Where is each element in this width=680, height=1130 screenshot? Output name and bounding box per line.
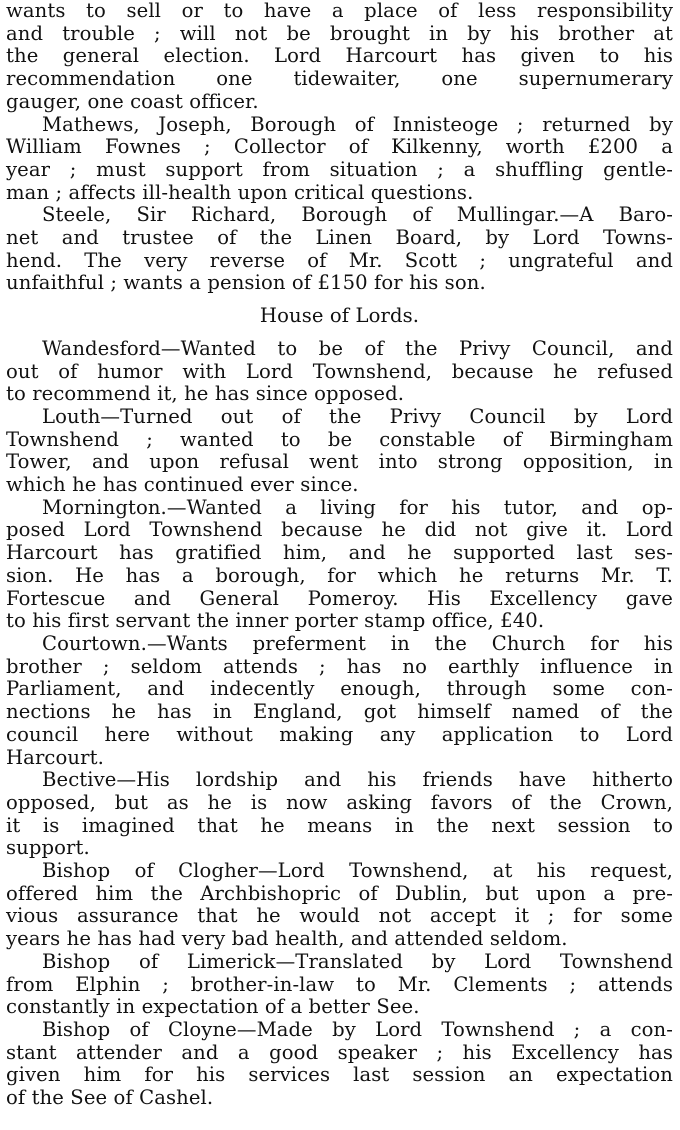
text-line: man ; affects ill-health upon critical questions. [6, 180, 474, 204]
text-line: William Fownes ; Collector of Kilkenny, worth £200 a [6, 135, 673, 159]
text-line: year ; must support from situation ; a shuffling gentle- [6, 157, 673, 181]
text-line: offered him the Archbishopric of Dublin, but upon a pre- [6, 881, 673, 905]
text-line: of the See of Cashel. [6, 1086, 214, 1110]
text-line: the general election. Lord Harcourt has given to his [6, 44, 673, 68]
text-line: and trouble ; will not be brought in by his brother at [6, 21, 673, 45]
text-line: unfaithful ; wants a pension of £150 for his son. [6, 271, 486, 295]
text-line: constantly in expectation of a better See. [6, 995, 420, 1019]
text-line: Tower, and upon refusal went into strong opposition, in [6, 450, 673, 474]
text-line: vious assurance that he would not accept it ; for some [6, 904, 673, 928]
text-line: Mornington.—Wanted a living for his tutor, and op- [42, 495, 673, 519]
text-line: which he has continued ever since. [6, 473, 359, 497]
text-line: Parliament, and indecently enough, through some con- [6, 677, 673, 701]
text-line: Harcourt. [6, 745, 104, 769]
text-line: to his first servant the inner porter stamp office, £40. [6, 609, 545, 633]
text-line: Harcourt has gratified him, and he supported last ses- [6, 541, 673, 565]
text-line: Wandesford—Wanted to be of the Privy Council, and [42, 336, 673, 360]
text-line: support. [6, 836, 90, 860]
text-line: years he has had very bad health, and attended seldom. [6, 927, 568, 951]
text-line: Townshend ; wanted to be constable of Birmingham [6, 427, 673, 451]
text-line: Bishop of Cloyne—Made by Lord Townshend ; a con- [42, 1017, 673, 1041]
paragraph [6, 860, 673, 951]
text-line: Steele, Sir Richard, Borough of Mullingar.—A Baro- [42, 203, 673, 227]
text-line: Mathews, Joseph, Borough of Innisteoge ; returned by [42, 112, 673, 136]
text-line: Louth—Turned out of the Privy Council by Lord [42, 404, 673, 428]
paragraphs-bottom [6, 338, 673, 1110]
text-line: to recommend it, he has since opposed. [6, 382, 405, 406]
paragraph [6, 951, 673, 1019]
text-line: out of humor with Lord Townshend, because he refused [6, 359, 673, 383]
text-line: Bishop of Clogher—Lord Townshend, at his request, [42, 859, 673, 883]
paragraph [6, 0, 673, 114]
text-line: net and trustee of the Linen Board, by Lord Towns- [6, 226, 673, 250]
text-line: gauger, one coast officer. [6, 89, 259, 113]
text-line: recommendation one tidewaiter, one supernumerary [6, 67, 673, 91]
paragraph [6, 338, 673, 406]
text-line: brother ; seldom attends ; has no earthly influence in [6, 654, 673, 678]
text-line: nections he has in England, got himself named of the [6, 700, 673, 724]
text-line: from Elphin ; brother-in-law to Mr. Clements ; attends [6, 972, 673, 996]
text-line: council here without making any application to Lord [6, 722, 673, 746]
text-line: hend. The very reverse of Mr. Scott ; ungrateful and [6, 248, 673, 272]
text-line: sion. He has a borough, for which he returns Mr. T. [6, 563, 673, 587]
text-line: Bishop of Limerick—Translated by Lord Townshend [42, 949, 673, 973]
text-line: Bective—His lordship and his friends have hitherto [42, 768, 673, 792]
paragraphs-top [6, 0, 673, 295]
paragraph [6, 406, 673, 497]
text-line: posed Lord Townshend because he did not give it. Lord [6, 518, 673, 542]
section-heading: House of Lords. [259, 304, 420, 328]
text-line: opposed, but as he is now asking favors of the Crown, [6, 790, 673, 814]
paragraph [6, 769, 673, 860]
text-line: it is imagined that he means in the next session to [6, 813, 673, 837]
text-line: Courtown.—Wants preferment in the Church for his [42, 631, 673, 655]
text-line: stant attender and a good speaker ; his Excellency has [6, 1040, 673, 1064]
paragraph [6, 1019, 673, 1110]
text-line: given him for his services last session an expectation [6, 1063, 673, 1087]
paragraph [6, 497, 673, 633]
text-line: Fortescue and General Pomeroy. His Excellency gave [6, 586, 673, 610]
paragraph [6, 633, 673, 769]
text-line: wants to sell or to have a place of less responsibility [6, 0, 673, 22]
paragraph [6, 204, 673, 295]
paragraph [6, 114, 673, 205]
